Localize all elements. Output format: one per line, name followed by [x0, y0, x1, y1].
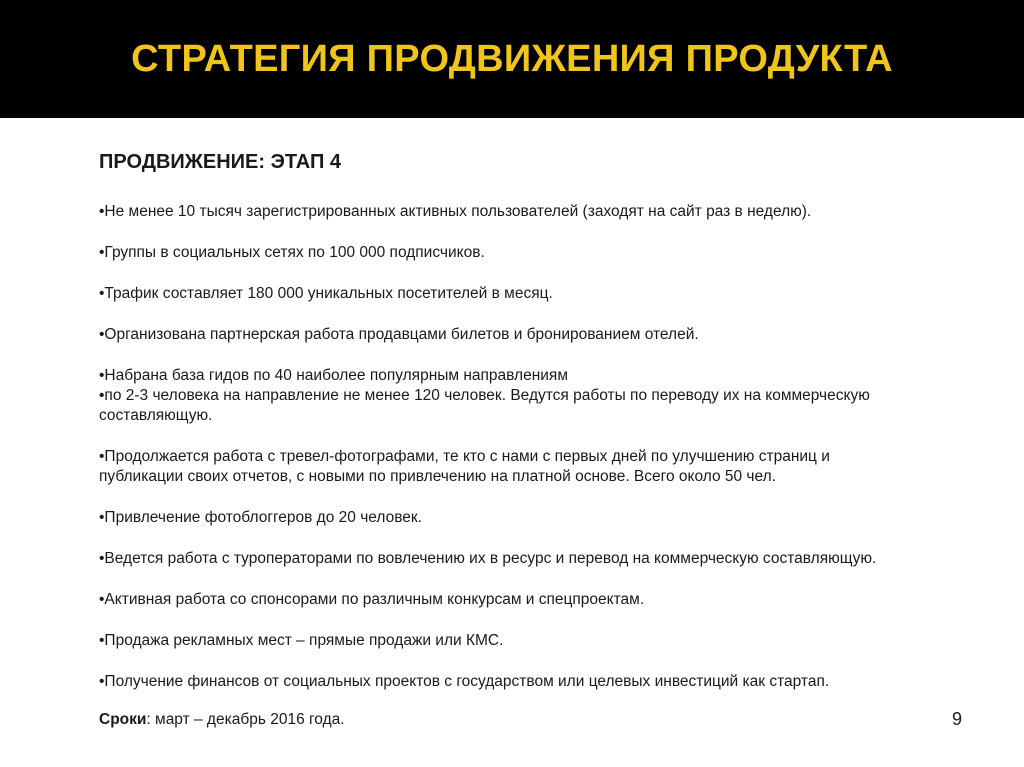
bullet-item — [99, 202, 979, 222]
bullet-item — [99, 243, 979, 263]
deadline-label: Сроки — [99, 711, 147, 728]
bullet-line: •Продажа рекламных мест – прямые продажи или КМС. — [99, 632, 504, 649]
deadline-line — [99, 710, 979, 730]
bullet-item — [99, 366, 979, 426]
bullet-line: •Получение финансов от социальных проектов с государством или целевых инвестиций как стартап. — [99, 673, 830, 690]
bullet-item — [99, 672, 979, 692]
bullet-item — [99, 590, 979, 610]
bullet-item — [99, 325, 979, 345]
bullet-line: •Организована партнерская работа продавцами билетов и бронированием отелей. — [99, 326, 699, 343]
bullet-line: •Продолжается работа с тревел-фотографами, те кто с нами с первых дней по улучшению страниц и — [99, 448, 830, 465]
bullet-item — [99, 284, 979, 304]
bullet-line: •Привлечение фотоблоггеров до 20 человек. — [99, 509, 422, 526]
slide-content — [99, 150, 979, 730]
bullet-list — [99, 202, 979, 692]
bullet-item — [99, 508, 979, 528]
bullet-item — [99, 549, 979, 569]
bullet-line: •Не менее 10 тысяч зарегистрированных активных пользователей (заходят на сайт раз в неделю). — [99, 203, 812, 220]
bullet-line: •Группы в социальных сетях по 100 000 подписчиков. — [99, 244, 485, 261]
bullet-line: •Ведется работа с туроператорами по вовлечению их в ресурс и перевод на коммерческую составляющую. — [99, 550, 877, 567]
bullet-line: •Трафик составляет 180 000 уникальных посетителей в месяц. — [99, 285, 553, 302]
bullet-item — [99, 631, 979, 651]
deadline-value: : март – декабрь 2016 года. — [146, 711, 345, 728]
bullet-item — [99, 447, 979, 487]
section-heading: ПРОДВИЖЕНИЕ: ЭТАП 4 — [99, 151, 342, 173]
bullet-line: •Активная работа со спонсорами по различным конкурсам и спецпроектам. — [99, 591, 645, 608]
bullet-line: •Набрана база гидов по 40 наиболее популярным направлениям — [99, 367, 568, 384]
bullet-line: составляющую. — [99, 407, 213, 424]
slide-title: СТРАТЕГИЯ ПРОДВИЖЕНИЯ ПРОДУКТА — [131, 38, 893, 80]
bullet-line: •по 2-3 человека на направление не менее 120 человек. Ведутся работы по переводу их на коммерческую — [99, 387, 870, 404]
bullet-line: публикации своих отчетов, с новыми по привлечению на платной основе. Всего около 50 чел. — [99, 468, 776, 485]
page-number: 9 — [952, 709, 963, 729]
